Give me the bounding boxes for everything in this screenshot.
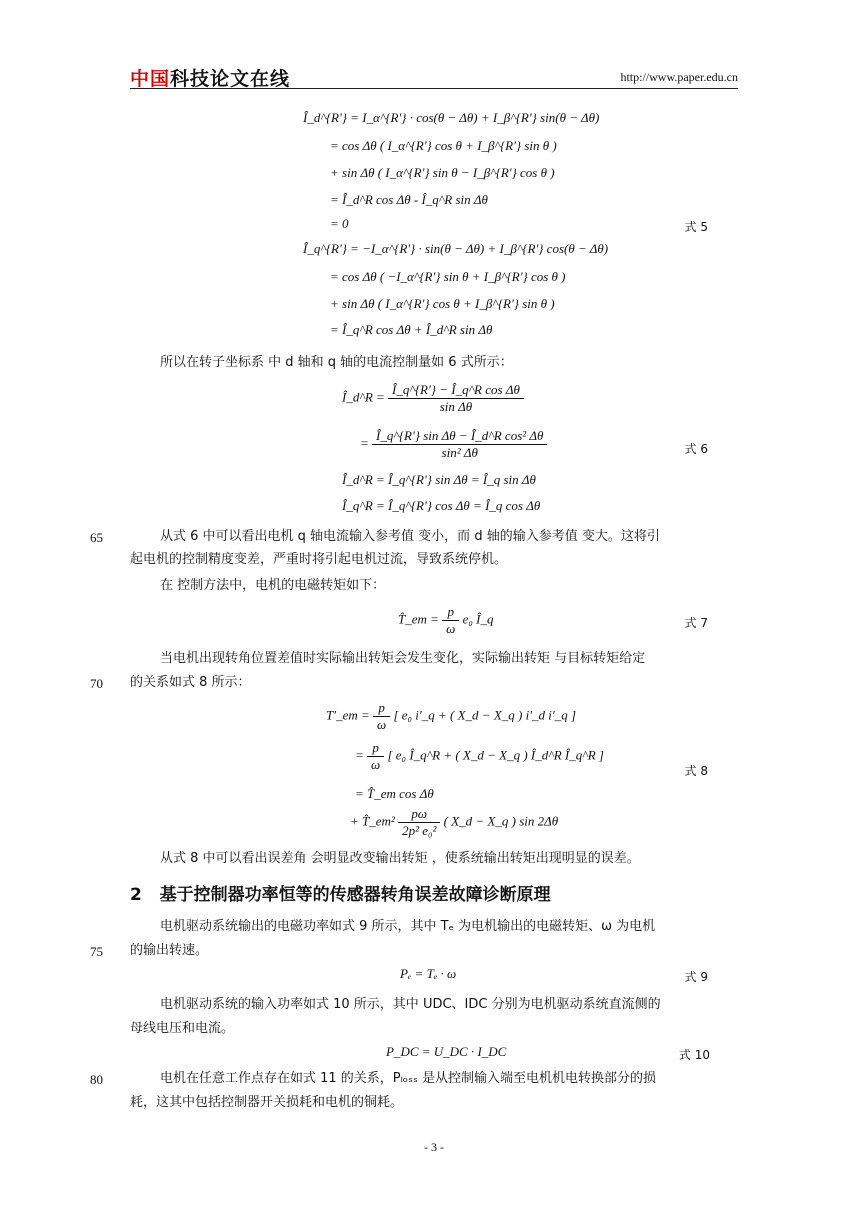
eq5-line-4: = Î_d^R cos Δθ - Î_q^R sin Δθ	[330, 192, 488, 207]
eq10: P_DC = U_DC · I_DC	[386, 1044, 507, 1059]
line-number-65: 65	[90, 530, 103, 545]
eq8-line-1	[326, 700, 576, 733]
eq8-l4-fraction	[398, 806, 440, 839]
eq5-line-1: Î_d^{R'} = I_α^{R'} · cos(θ − Δθ) + I_β^{R'} sin(θ − Δθ)	[303, 110, 600, 125]
paragraph-output-power-line2: 的输出转速。	[130, 943, 209, 958]
paragraph-eq6-analysis-line1: 从式 6 中可以看出电机 q 轴电流输入参考值 变小，而 d 轴的输入参考值 变大。这将引	[160, 529, 660, 544]
eq6-l2-fraction	[372, 428, 547, 461]
eq5-line-2: = cos Δθ ( I_α^{R'} cos θ + I_β^{R'} sin θ )	[330, 138, 557, 153]
eq8-l1-fraction	[373, 700, 390, 733]
eq8-l4-lhs: + T̂_em²	[350, 813, 395, 829]
paragraph-loss-line2: 耗，这其中包括控制器开关损耗和电机的铜耗。	[130, 1095, 404, 1110]
site-logo	[130, 64, 290, 91]
eq5-label: 式 5	[684, 220, 708, 234]
eq8-l4-numerator: pω	[398, 806, 440, 823]
eq6-line-1	[342, 382, 524, 415]
paragraph-eq6-analysis-line2: 起电机的控制精度变差，严重时将引起电机过流，导致系统停机。	[130, 552, 508, 567]
site-url[interactable]: http://www.paper.edu.cn	[620, 70, 738, 84]
eq6-l1-numerator: Î_q^{R'} − Î_q^R cos Δθ	[388, 382, 524, 399]
eq9-label: 式 9	[684, 970, 708, 984]
eq5-line-6: Î_q^{R'} = −I_α^{R'} · sin(θ − Δθ) + I_β^{R'} cos(θ − Δθ)	[303, 241, 609, 256]
eq7	[398, 604, 493, 637]
logo-red-part: 中国	[130, 68, 171, 90]
eq6-line-2	[360, 428, 547, 461]
eq8-l2-lhs: =	[355, 747, 364, 763]
eq5-line-5: = 0	[330, 216, 349, 231]
logo-black-part: 科技论文在线	[170, 68, 291, 90]
eq7-denominator: ω	[446, 621, 456, 636]
eq8-l2-denominator: ω	[371, 757, 381, 772]
eq8-l1-rhs: [ e₀ i′_q + ( X_d − X_q ) i′_d i′_q ]	[393, 707, 577, 723]
eq8-l1-lhs: T′_em =	[326, 707, 370, 723]
eq6-l2-numerator: Î_q^{R'} sin Δθ − Î_d^R cos² Δθ	[372, 428, 547, 445]
eq8-l4-denominator: 2p² e₀²	[402, 823, 437, 838]
eq6-l1-denominator: sin Δθ	[439, 399, 473, 414]
eq5-line-3: + sin Δθ ( I_α^{R'} sin θ − I_β^{R'} cos θ )	[330, 165, 555, 180]
line-number-80: 80	[90, 1072, 103, 1087]
eq6-l1-fraction	[388, 382, 524, 415]
eq7-rhs: e₀ Î_q	[462, 611, 494, 627]
eq8-l4-rhs: ( X_d − X_q ) sin 2Δθ	[443, 813, 559, 829]
eq10-label: 式 10	[678, 1048, 710, 1062]
paragraph-input-power-line2: 母线电压和电流。	[130, 1021, 235, 1036]
eq7-numerator: p	[442, 604, 459, 621]
section-title: 基于控制器功率恒等的传感器转角误差故障诊断原理	[159, 885, 551, 905]
line-number-75: 75	[90, 944, 103, 959]
section-heading	[130, 880, 551, 905]
eq7-label: 式 7	[684, 616, 708, 630]
line-number-70: 70	[90, 676, 103, 691]
paragraph-loss-line1: 电机在任意工作点存在如式 11 的关系，Pₗₒₛₛ 是从控制输入端至电机机电转换部分的损	[160, 1071, 657, 1086]
eq8-line-2	[355, 740, 604, 773]
paragraph-torque-intro: 在 控制方法中，电机的电磁转矩如下：	[160, 578, 386, 593]
paragraph-rotor-frame: 所以在转子坐标系 中 d 轴和 q 轴的电流控制量如 6 式所示：	[160, 355, 513, 370]
eq8-line-4	[350, 806, 558, 839]
eq6-line-3: Î_d^R = Î_q^{R'} sin Δθ = Î_q sin Δθ	[342, 472, 536, 487]
page-number: - 3 -	[424, 1140, 444, 1154]
section-number: 2	[130, 885, 142, 905]
header-rule	[130, 88, 738, 89]
paragraph-output-power-line1: 电机驱动系统输出的电磁功率如式 9 所示，其中 Tₑ 为电机输出的电磁转矩、ω 为电机	[160, 919, 656, 934]
paragraph-input-power-line1: 电机驱动系统的输入功率如式 10 所示，其中 UDC、IDC 分别为电机驱动系统直流侧的	[160, 997, 661, 1012]
eq8-l2-fraction	[367, 740, 384, 773]
eq8-line-3: = T̂_em cos Δθ	[355, 786, 434, 801]
paragraph-torque-change-line2: 的关系如式 8 所示：	[130, 675, 251, 690]
eq6-line-4: Î_q^R = Î_q^{R'} cos Δθ = Î_q cos Δθ	[342, 498, 541, 513]
eq6-label: 式 6	[684, 442, 708, 456]
eq8-l1-denominator: ω	[377, 717, 387, 732]
paragraph-eq8-analysis: 从式 8 中可以看出误差角 会明显改变输出转矩 ，使系统输出转矩出现明显的误差。	[160, 851, 640, 866]
eq6-l2-denominator: sin² Δθ	[441, 445, 478, 460]
eq5-line-8: + sin Δθ ( I_α^{R'} cos θ + I_β^{R'} sin θ )	[330, 296, 555, 311]
eq8-l1-numerator: p	[373, 700, 390, 717]
eq8-label: 式 8	[684, 764, 708, 778]
eq8-l2-numerator: p	[367, 740, 384, 757]
paragraph-torque-change-line1: 当电机出现转角位置差值时实际输出转矩会发生变化，实际输出转矩 与目标转矩给定	[160, 651, 646, 666]
eq9: Pₑ = Tₑ · ω	[400, 966, 457, 981]
eq7-fraction	[442, 604, 459, 637]
eq7-lhs: T̂_em =	[398, 611, 439, 627]
eq5-line-7: = cos Δθ ( −I_α^{R'} sin θ + I_β^{R'} cos θ )	[330, 269, 566, 284]
eq8-l2-rhs: [ e₀ Î_q^R + ( X_d − X_q ) Î_d^R Î_q^R ]	[387, 747, 604, 763]
eq6-l2-lhs: =	[360, 435, 369, 451]
eq5-line-9: = Î_q^R cos Δθ + Î_d^R sin Δθ	[330, 322, 493, 337]
eq6-l1-lhs: Î_d^R =	[342, 389, 385, 405]
